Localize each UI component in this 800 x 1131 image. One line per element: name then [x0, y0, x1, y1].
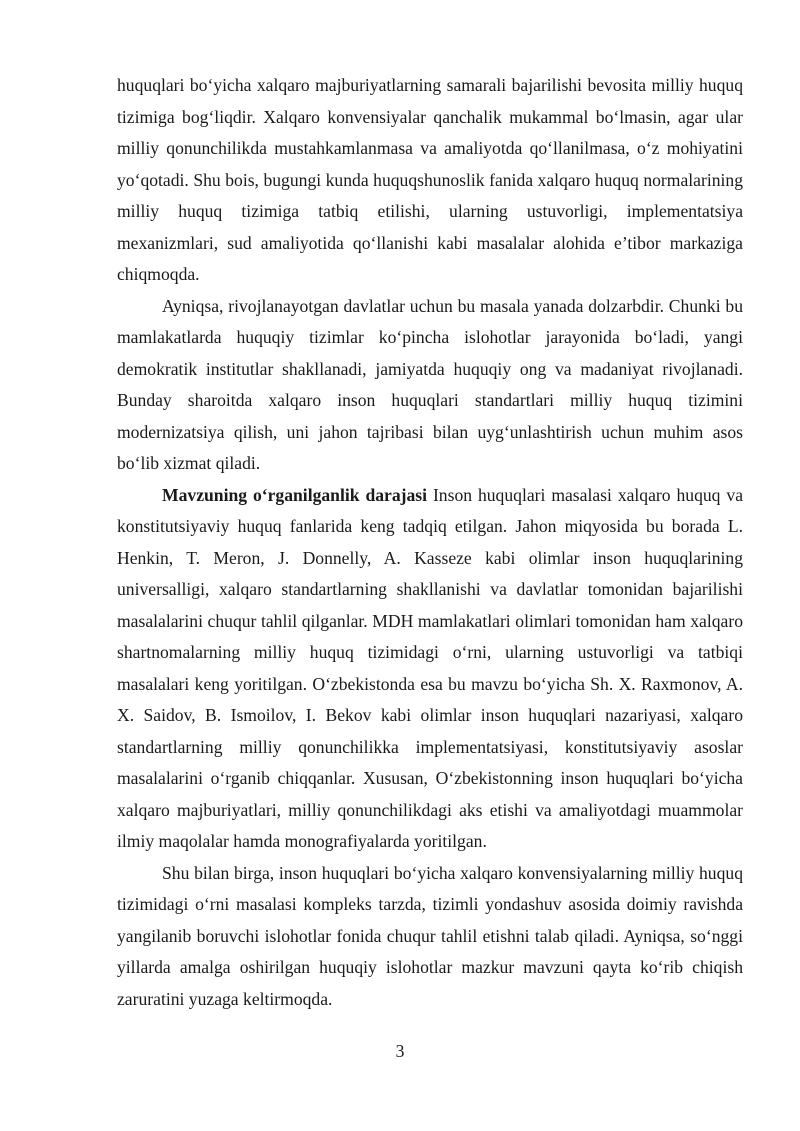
paragraph-text: Ayniqsa, rivojlanayotgan davlatlar uchun bu masala yanada dolzarbdir. Chunki bu mamlakatlarda huquqiy tizimlar koʻpincha islohotlar jarayonida boʻladi, yangi demokratik institutlar shakllanadi, jamiyatda huquqiy ong va madaniyat rivojlanadi. Bunday sharoitda xalqaro inson huquqlari standartlari milliy huquq tizimini modernizatsiya qilish, uni jahon tajribasi bilan uygʻunlashtirish uchun muhim asos boʻlib xizmat qiladi.	[117, 295, 743, 473]
paragraph-text: huquqlari boʻyicha xalqaro majburiyatlarning samarali bajarilishi bevosita milliy huquq tizimiga bogʻliqdir. Xalqaro konvensiyalar qanchalik mukammal boʻlmasin, agar ular milliy qonunchilikda mustahkamlanmasa va amaliyotda qoʻllanilmasa, oʻz mohiyatini yoʻqotadi. Shu bois, bugungi kunda huquqshunoslik fanida xalqaro huquq normalarining milliy huquq tizimiga tatbiq etilishi, ularning ustuvorligi, implementatsiya mexanizmlari, sud amaliyotida qoʻllanishi kabi masalalar alohida e’tibor markaziga chiqmoqda.	[117, 75, 743, 284]
paragraph-complex-analysis	[117, 858, 743, 1016]
paragraph-developing-states	[117, 291, 743, 480]
body-text	[117, 70, 743, 1015]
paragraph-text: Inson huquqlari masalasi xalqaro huquq va konstitutsiyaviy huquq fanlarida keng tadqiq etilgan. Jahon miqyosida bu borada L. Henkin, T. Meron, J. Donnelly, A. Kasseze kabi olimlar inson huquqlarining universalligi, xalqaro standartlarning shakllanishi va davlatlar tomonidan bajarilishi masalalarini chuqur tahlil qilganlar. MDH mamlakatlari olimlari tomonidan ham xalqaro shartnomalarning milliy huquq tizimidagi oʻrni, ularning ustuvorligi va tatbiqi masalalari keng yoritilgan. Oʻzbekistonda esa bu mavzu boʻyicha Sh. X. Raxmonov, A. X. Saidov, B. Ismoilov, I. Bekov kabi olimlar inson huquqlari nazariyasi, xalqaro standartlarning milliy qonunchilikka implementatsiyasi, konstitutsiyaviy asoslar masalalarini oʻrganib chiqqanlar. Xususan, Oʻzbekistonning inson huquqlari boʻyicha xalqaro majburiyatlari, milliy qonunchilikdagi aks etishi va amaliyotdagi muammolar ilmiy maqolalar hamda monografiyalarda yoritilgan.	[117, 484, 744, 851]
paragraph-continuation	[117, 70, 743, 291]
paragraph-text: Shu bilan birga, inson huquqlari boʻyicha xalqaro konvensiyalarning milliy huquq tizimidagi oʻrni masalasi kompleks tarzda, tizimli yondashuv asosida doimiy ravishda yangilanib boruvchi islohotlar fonida chuqur tahlil etishni talab qiladi. Ayniqsa, soʻnggi yillarda amalga oshirilgan huquqiy islohotlar mazkur mavzuni qayta koʻrib chiqish zaruratini yuzaga keltirmoqda.	[117, 862, 743, 1009]
paragraph-run-in-heading: Mavzuning oʻrganilganlik darajasi	[162, 484, 428, 505]
paragraph-research-degree	[117, 480, 743, 858]
page-number: 3	[395, 1041, 405, 1061]
